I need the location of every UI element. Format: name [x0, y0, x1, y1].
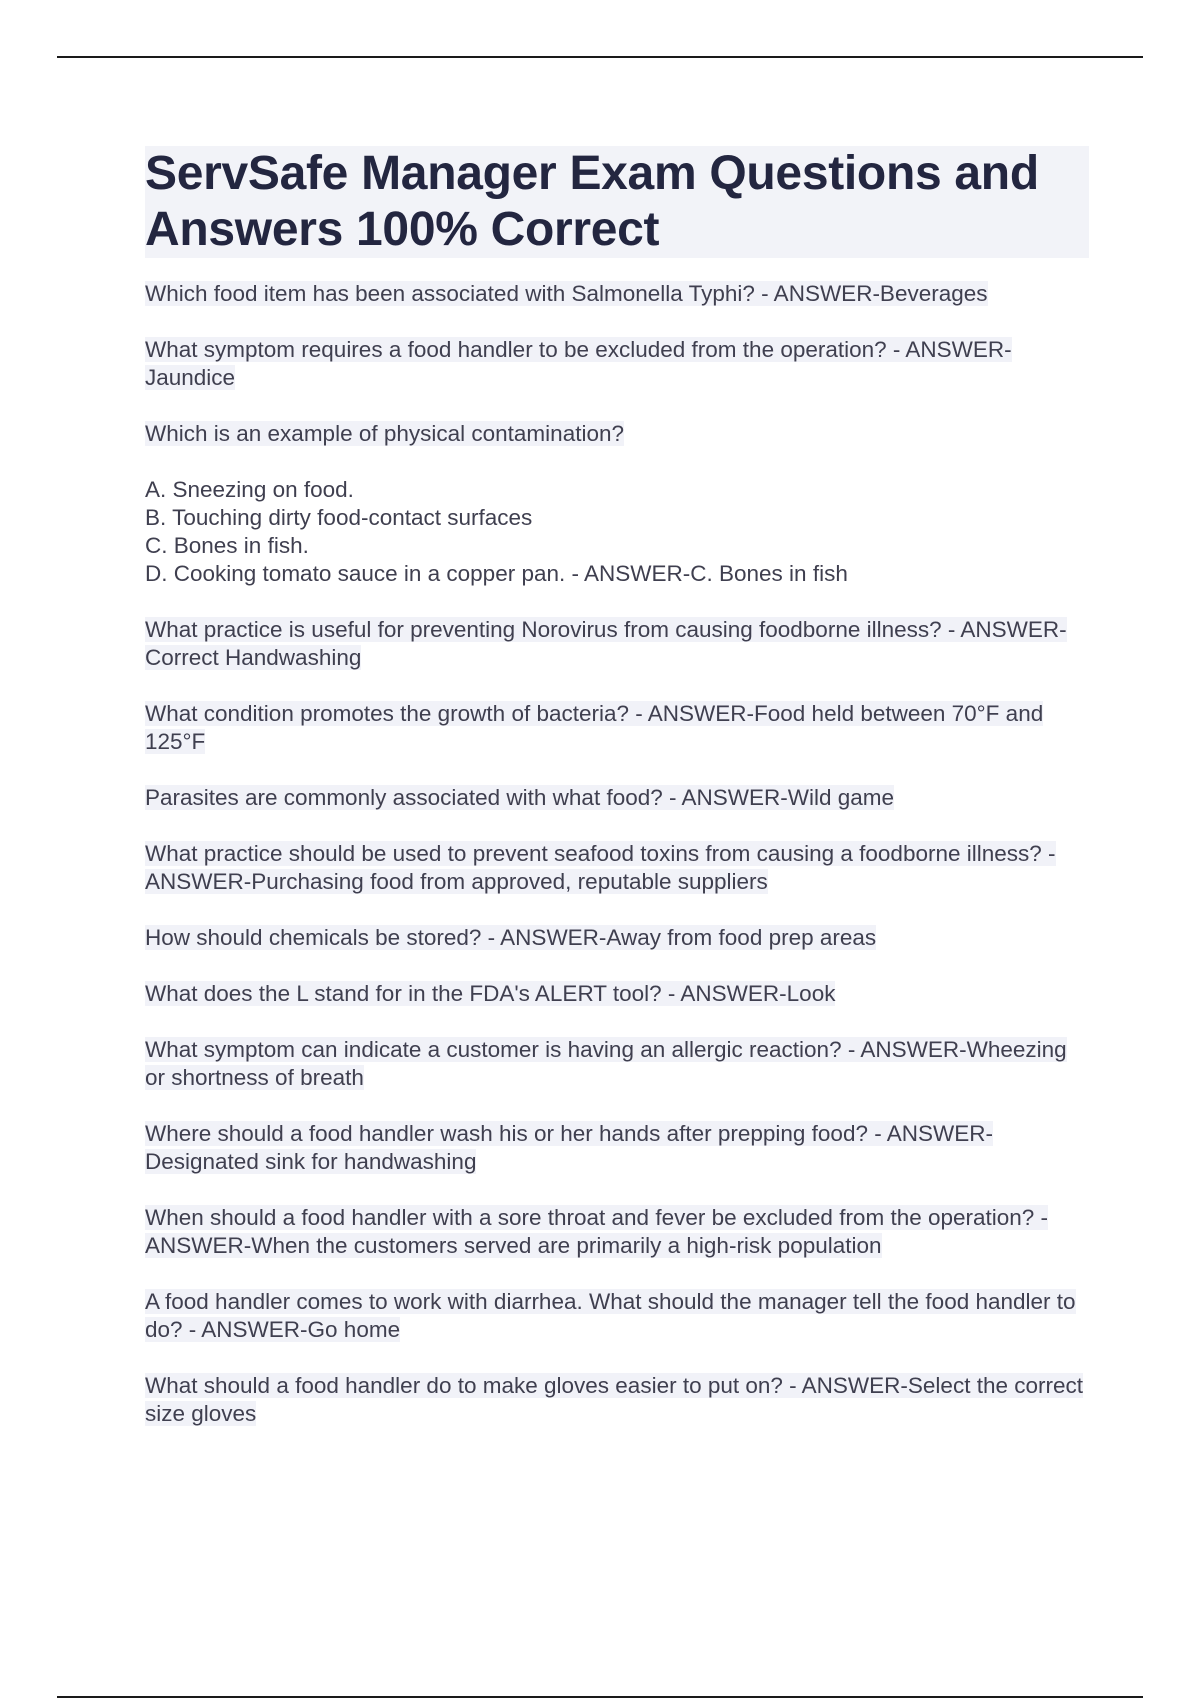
qa-item: [145, 420, 1089, 448]
qa-text: Which is an example of physical contamination?: [145, 421, 624, 446]
qa-item: [145, 616, 1089, 672]
qa-item: [145, 1372, 1089, 1428]
qa-item: [145, 280, 1089, 308]
qa-item: [145, 1036, 1089, 1092]
document-body: [145, 146, 1089, 1456]
qa-item: [145, 1120, 1089, 1176]
page-title: ServSafe Manager Exam Questions and Answers 100% Correct: [145, 146, 1089, 258]
qa-item: [145, 336, 1089, 392]
qa-text: A food handler comes to work with diarrhea. What should the manager tell the food handler to do? - ANSWER-Go home: [145, 1289, 1076, 1342]
qa-text: How should chemicals be stored? - ANSWER-Away from food prep areas: [145, 925, 877, 950]
qa-item: [145, 924, 1089, 952]
qa-text: Parasites are commonly associated with what food? - ANSWER-Wild game: [145, 785, 895, 810]
qa-text: What practice should be used to prevent seafood toxins from causing a foodborne illness? - ANSWER-Purchasing food from approved, reputable suppliers: [145, 841, 1056, 894]
qa-text: What symptom can indicate a customer is having an allergic reaction? - ANSWER-Wheezing or shortness of breath: [145, 1037, 1067, 1090]
qa-text: When should a food handler with a sore throat and fever be excluded from the operation? - ANSWER-When the customers served are primarily a high-risk population: [145, 1205, 1049, 1258]
qa-text: What does the L stand for in the FDA's ALERT tool? - ANSWER-Look: [145, 981, 836, 1006]
qa-text: What symptom requires a food handler to be excluded from the operation? - ANSWER-Jaundice: [145, 337, 1012, 390]
qa-item: [145, 700, 1089, 756]
option-a: A. Sneezing on food.: [145, 477, 354, 502]
option-b: B. Touching dirty food-contact surfaces: [145, 505, 533, 530]
qa-text: Where should a food handler wash his or her hands after prepping food? - ANSWER-Designated sink for handwashing: [145, 1121, 993, 1174]
qa-item: [145, 840, 1089, 896]
qa-text: What practice is useful for preventing Norovirus from causing foodborne illness? - ANSWER-Correct Handwashing: [145, 617, 1067, 670]
qa-text: Which food item has been associated with Salmonella Typhi? - ANSWER-Beverages: [145, 281, 988, 306]
option-d-answer: D. Cooking tomato sauce in a copper pan. - ANSWER-C. Bones in fish: [145, 561, 848, 586]
option-c: C. Bones in fish.: [145, 533, 309, 558]
qa-options: [145, 476, 1089, 588]
qa-item: [145, 980, 1089, 1008]
qa-item: [145, 784, 1089, 812]
qa-item: [145, 1204, 1089, 1260]
bottom-rule: [57, 1696, 1143, 1698]
qa-item: [145, 1288, 1089, 1344]
qa-text: What condition promotes the growth of bacteria? - ANSWER-Food held between 70°F and 125°F: [145, 701, 1044, 754]
top-rule: [57, 56, 1143, 58]
qa-text: What should a food handler do to make gloves easier to put on? - ANSWER-Select the correct size gloves: [145, 1373, 1083, 1426]
